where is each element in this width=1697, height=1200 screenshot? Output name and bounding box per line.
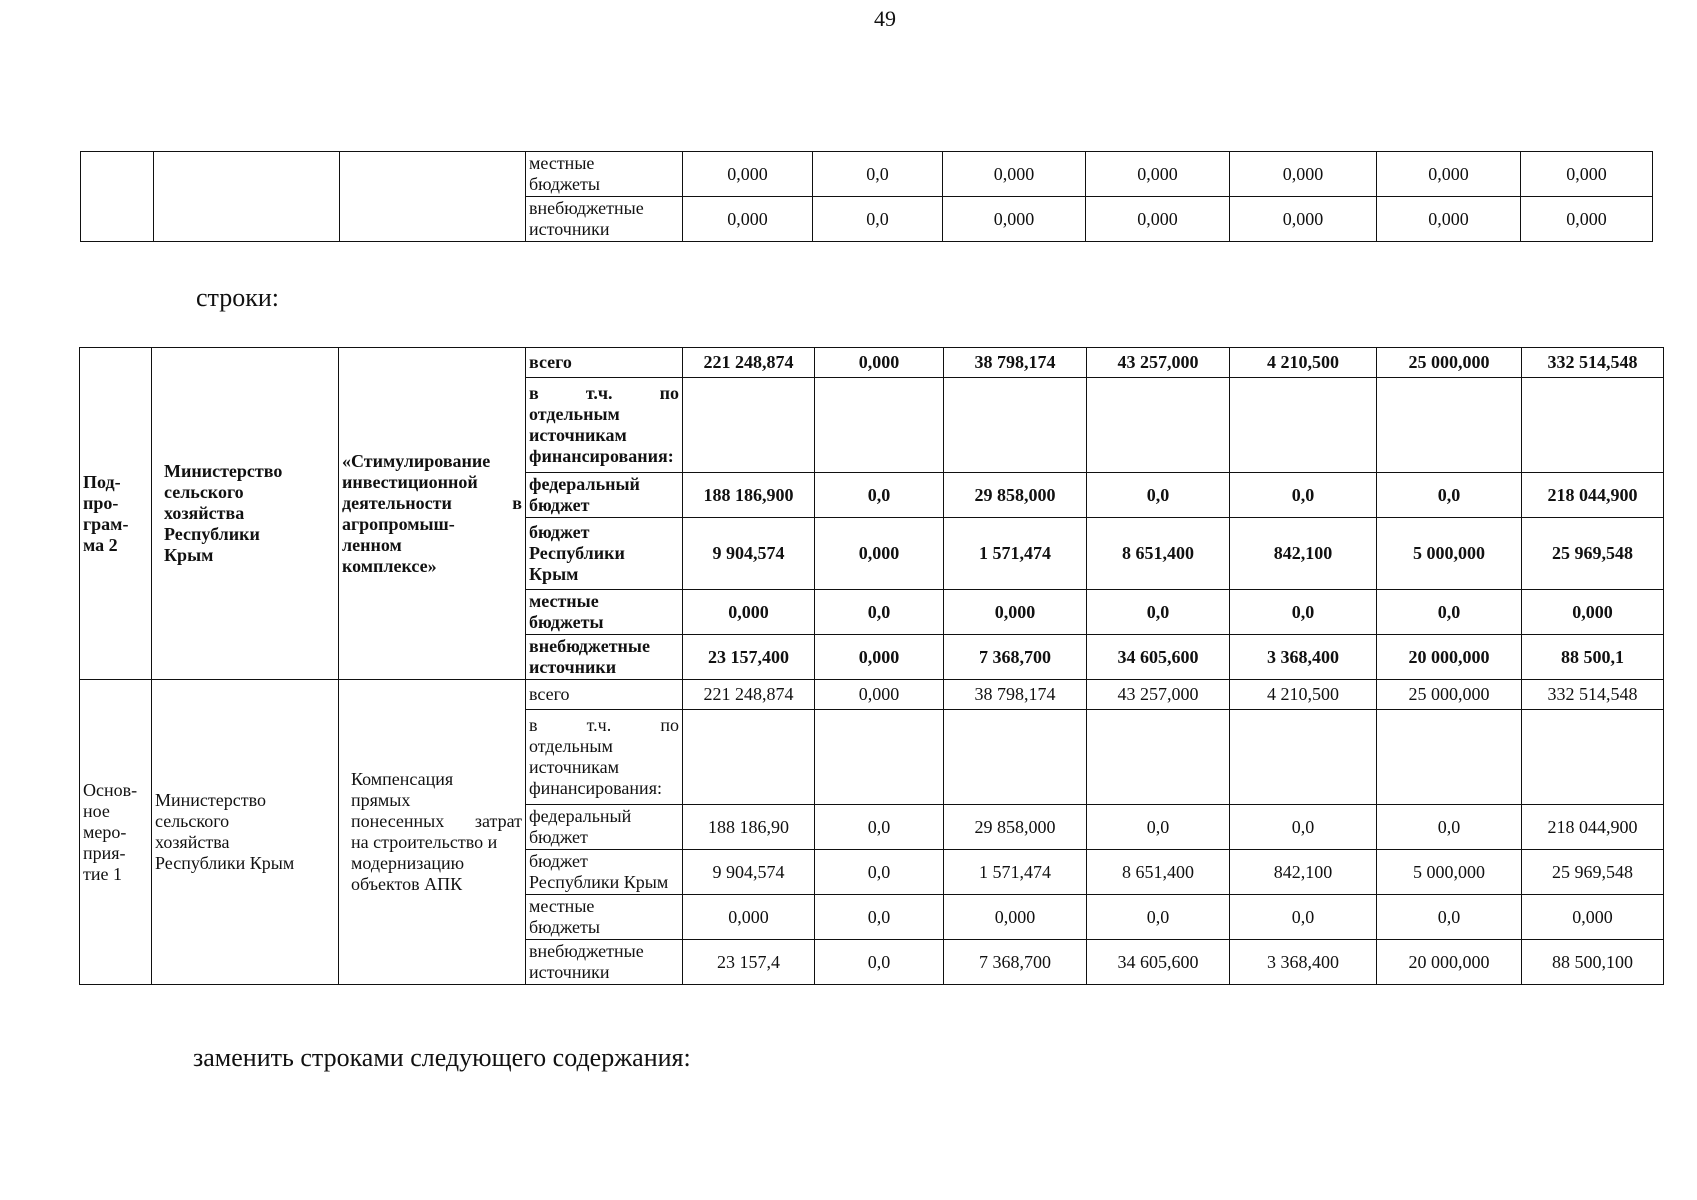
row-label-line: местные: [529, 896, 595, 916]
page-number: 49: [874, 6, 896, 31]
empty-cell: [340, 152, 526, 242]
value-cell: 0,000: [1230, 197, 1377, 242]
value-cell: [1522, 710, 1664, 805]
value-cell: 0,0: [815, 895, 944, 940]
value-cell: 188 186,90: [683, 805, 815, 850]
row-label-line: источникам: [529, 425, 627, 445]
value-cell: 88 500,1: [1522, 635, 1664, 680]
value-cell: 0,0: [1377, 895, 1522, 940]
value-cell: 23 157,4: [683, 940, 815, 985]
value-cell: 332 514,548: [1522, 680, 1664, 710]
value-cell: [1230, 378, 1377, 473]
row-label: [526, 473, 683, 518]
value-cell: [815, 710, 944, 805]
program-status-cell-line: про-: [83, 492, 119, 513]
program-status-cell-line: тие 1: [83, 863, 122, 884]
row-label-line: в т.ч. по: [529, 715, 679, 735]
value-cell: 5 000,000: [1377, 850, 1522, 895]
value-cell: 0,000: [815, 518, 944, 590]
value-cell: 332 514,548: [1522, 348, 1664, 378]
row-label: [526, 805, 683, 850]
program-status-cell-line: Под-: [83, 471, 121, 492]
program-name-cell-line: объектов АПК: [351, 874, 463, 894]
row-label-line: Крым: [529, 564, 579, 584]
row-label-line: всего: [529, 352, 572, 372]
value-cell: [815, 378, 944, 473]
row-label-line: местные: [529, 591, 599, 611]
program-name-cell-line: Компенсация: [351, 769, 454, 789]
value-cell: 29 858,000: [944, 805, 1087, 850]
value-cell: 4 210,500: [1230, 348, 1377, 378]
executor-cell-line: Республики Крым: [155, 853, 295, 873]
value-cell: 0,000: [944, 895, 1087, 940]
program-name-cell-line: «Стимулирование: [342, 450, 491, 471]
value-cell: 0,000: [944, 590, 1087, 635]
value-cell: 0,000: [815, 635, 944, 680]
value-cell: [1522, 378, 1664, 473]
value-cell: 0,0: [813, 197, 943, 242]
empty-cell: [81, 152, 154, 242]
program-name-cell-line: понесенных затрат: [351, 811, 522, 831]
program-status-cell: [80, 680, 152, 985]
value-cell: 0,000: [1086, 152, 1230, 197]
value-cell: 3 368,400: [1230, 635, 1377, 680]
row-label: [526, 378, 683, 473]
value-cell: 1 571,474: [944, 518, 1087, 590]
value-cell: 0,0: [815, 805, 944, 850]
value-cell: [1087, 378, 1230, 473]
row-label-line: финансирования:: [529, 778, 662, 798]
executor-cell-line: Крым: [164, 545, 214, 565]
empty-cell: [154, 152, 340, 242]
value-cell: 3 368,400: [1230, 940, 1377, 985]
row-label-line: отдельным: [529, 404, 620, 424]
executor-cell: [152, 680, 339, 985]
value-cell: 0,000: [683, 590, 815, 635]
value-cell: 0,000: [1086, 197, 1230, 242]
value-cell: 25 969,548: [1522, 850, 1664, 895]
value-cell: 0,000: [943, 152, 1086, 197]
value-cell: 0,0: [1377, 473, 1522, 518]
value-cell: 0,0: [813, 152, 943, 197]
value-cell: 0,000: [1521, 152, 1653, 197]
value-cell: 0,000: [683, 197, 813, 242]
value-cell: 218 044,900: [1522, 473, 1664, 518]
value-cell: 43 257,000: [1087, 348, 1230, 378]
executor-cell-line: сельского: [164, 482, 244, 502]
row-label-line: бюджеты: [529, 174, 600, 194]
program-status-cell-line: ное: [83, 800, 110, 821]
executor-cell-line: сельского: [155, 811, 230, 831]
value-cell: 38 798,174: [944, 348, 1087, 378]
value-cell: 20 000,000: [1377, 635, 1522, 680]
row-label: [526, 518, 683, 590]
value-cell: 38 798,174: [944, 680, 1087, 710]
value-cell: 0,000: [943, 197, 1086, 242]
main-budget-table: [79, 347, 1664, 985]
executor-cell-line: Республики: [164, 524, 260, 544]
row-label-line: местные: [529, 153, 595, 173]
value-cell: 0,0: [1087, 473, 1230, 518]
stroki-label: строки:: [196, 283, 279, 312]
value-cell: 0,000: [815, 680, 944, 710]
value-cell: 0,0: [1377, 805, 1522, 850]
row-label: [526, 680, 683, 710]
value-cell: 5 000,000: [1377, 518, 1522, 590]
row-label: [526, 197, 683, 242]
row-label: [526, 940, 683, 985]
row-label: [526, 348, 683, 378]
value-cell: 0,0: [1087, 590, 1230, 635]
value-cell: 0,000: [1522, 590, 1664, 635]
program-name-cell-line: агропромыш-: [342, 513, 455, 534]
executor-cell-line: Министерство: [155, 790, 266, 810]
executor-cell-line: хозяйства: [164, 503, 245, 523]
table-row: [80, 348, 1664, 378]
program-name-cell-line: комплексе»: [342, 555, 437, 576]
value-cell: [944, 710, 1087, 805]
row-label: [526, 152, 683, 197]
value-cell: [1230, 710, 1377, 805]
value-cell: 0,0: [1377, 590, 1522, 635]
program-name-cell-line: прямых: [351, 790, 411, 810]
value-cell: [683, 710, 815, 805]
value-cell: 0,000: [683, 895, 815, 940]
value-cell: 188 186,900: [683, 473, 815, 518]
value-cell: 8 651,400: [1087, 850, 1230, 895]
value-cell: 0,000: [1230, 152, 1377, 197]
row-label-line: внебюджетные: [529, 636, 650, 656]
program-name-cell-line: на строительство и: [351, 832, 498, 852]
value-cell: 1 571,474: [944, 850, 1087, 895]
value-cell: 0,000: [1522, 895, 1664, 940]
value-cell: [1377, 378, 1522, 473]
row-label-line: внебюджетные: [529, 198, 644, 218]
program-name-cell-line: деятельности в: [342, 492, 522, 513]
value-cell: 0,0: [1230, 473, 1377, 518]
value-cell: 7 368,700: [944, 940, 1087, 985]
value-cell: 23 157,400: [683, 635, 815, 680]
value-cell: 842,100: [1230, 518, 1377, 590]
executor-cell-line: хозяйства: [155, 832, 230, 852]
value-cell: 0,000: [1521, 197, 1653, 242]
value-cell: 218 044,900: [1522, 805, 1664, 850]
row-label-line: источники: [529, 219, 610, 239]
row-label-line: отдельным: [529, 736, 613, 756]
row-label-line: источники: [529, 657, 617, 677]
value-cell: 34 605,600: [1087, 635, 1230, 680]
top-continuation-table: [80, 151, 1653, 242]
value-cell: 0,000: [815, 348, 944, 378]
replace-instruction: заменить строками следующего содержания:: [193, 1043, 691, 1072]
value-cell: 0,0: [815, 850, 944, 895]
value-cell: 221 248,874: [683, 680, 815, 710]
table-row: [80, 680, 1664, 710]
executor-cell: [152, 348, 339, 680]
row-label-line: финансирования:: [529, 446, 674, 466]
value-cell: [1377, 710, 1522, 805]
value-cell: 0,000: [1377, 197, 1521, 242]
row-label: [526, 850, 683, 895]
value-cell: 221 248,874: [683, 348, 815, 378]
row-label: [526, 635, 683, 680]
program-status-cell-line: ма 2: [83, 534, 118, 555]
value-cell: 0,0: [1230, 805, 1377, 850]
value-cell: 7 368,700: [944, 635, 1087, 680]
program-name-cell: [339, 348, 526, 680]
row-label-line: источникам: [529, 757, 619, 777]
value-cell: 43 257,000: [1087, 680, 1230, 710]
row-label-line: внебюджетные: [529, 941, 644, 961]
row-label-line: Республики: [529, 543, 625, 563]
value-cell: 0,0: [815, 473, 944, 518]
program-status-cell-line: меро-: [83, 821, 127, 842]
row-label-line: всего: [529, 684, 570, 704]
row-label-line: бюджет: [529, 522, 590, 542]
row-label-line: бюджеты: [529, 917, 600, 937]
value-cell: 842,100: [1230, 850, 1377, 895]
row-label: [526, 590, 683, 635]
program-name-cell-line: модернизацию: [351, 853, 465, 873]
row-label-line: бюджеты: [529, 612, 604, 632]
value-cell: 4 210,500: [1230, 680, 1377, 710]
value-cell: 0,0: [815, 590, 944, 635]
row-label-line: федеральный: [529, 474, 640, 494]
value-cell: 0,0: [1087, 805, 1230, 850]
program-status-cell-line: прия-: [83, 842, 126, 863]
row-label-line: Республики Крым: [529, 872, 669, 892]
row-label: [526, 710, 683, 805]
value-cell: 25 000,000: [1377, 348, 1522, 378]
row-label-line: в т.ч. по: [529, 383, 679, 403]
value-cell: 34 605,600: [1087, 940, 1230, 985]
value-cell: 8 651,400: [1087, 518, 1230, 590]
program-name-cell-line: ленном: [342, 534, 402, 555]
value-cell: 0,0: [1087, 895, 1230, 940]
value-cell: [1087, 710, 1230, 805]
value-cell: 25 000,000: [1377, 680, 1522, 710]
table-row: [81, 152, 1653, 197]
value-cell: 0,000: [1377, 152, 1521, 197]
row-label-line: бюджет: [529, 827, 588, 847]
value-cell: 9 904,574: [683, 850, 815, 895]
program-name-cell: [339, 680, 526, 985]
program-status-cell: [80, 348, 152, 680]
executor-cell-line: Министерство: [164, 461, 283, 481]
value-cell: 20 000,000: [1377, 940, 1522, 985]
value-cell: 0,0: [815, 940, 944, 985]
row-label-line: бюджет: [529, 495, 590, 515]
value-cell: 25 969,548: [1522, 518, 1664, 590]
program-name-cell-line: инвестиционной: [342, 471, 478, 492]
row-label-line: источники: [529, 962, 610, 982]
value-cell: 88 500,100: [1522, 940, 1664, 985]
value-cell: [944, 378, 1087, 473]
row-label-line: федеральный: [529, 806, 632, 826]
value-cell: 0,000: [683, 152, 813, 197]
row-label-line: бюджет: [529, 851, 588, 871]
program-status-cell-line: Основ-: [83, 779, 138, 800]
row-label: [526, 895, 683, 940]
value-cell: [683, 378, 815, 473]
value-cell: 0,0: [1230, 895, 1377, 940]
value-cell: 0,0: [1230, 590, 1377, 635]
program-status-cell-line: грам-: [83, 513, 129, 534]
value-cell: 9 904,574: [683, 518, 815, 590]
value-cell: 29 858,000: [944, 473, 1087, 518]
